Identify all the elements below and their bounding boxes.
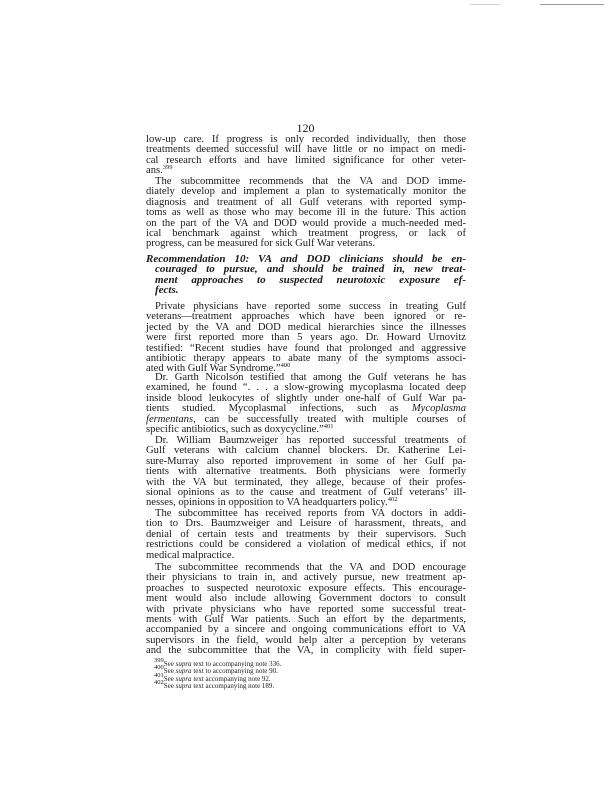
text-line: [146, 166, 466, 176]
text-line: with the VA but terminated, they allege, because of their profes-: [146, 476, 466, 488]
text-line: Gulf veterans with calcium channel blockers. Dr. Katherine Lei-: [146, 445, 466, 457]
text-line: ments with Gulf War patients. Such an effort by the departments,: [146, 613, 466, 625]
italic-text: Mycoplasma: [411, 403, 466, 415]
text-line: [146, 422, 466, 435]
text-line: fects.: [155, 284, 179, 297]
text-run: ans.: [146, 165, 163, 177]
footnote: [154, 679, 354, 691]
text-line: toms as well as those who may become ill in the future. This action: [146, 207, 466, 219]
text-line: on the part of the VA and DOD would provide a much-needed med-: [146, 217, 466, 229]
paragraph: [146, 177, 466, 250]
text-run: text to accompanying note 90.: [191, 667, 278, 676]
text-line: antibiotic therapy appears to abate many of the symptoms associ-: [146, 352, 466, 364]
text-line: diagnosis and treatment of all Gulf veterans with reported symp-: [146, 196, 466, 208]
footnote-ref: 399: [162, 164, 173, 172]
text-line: jected by the VA and DOD medical hierarchies since the illnesses: [146, 321, 466, 333]
paragraph: [146, 563, 466, 657]
text-line: tients with alternative treatments. Both physicians were formerly: [146, 466, 466, 478]
footnotes: [154, 657, 354, 691]
italic-text: supra: [175, 667, 192, 676]
text-line: with private physicians who have reported some successful treat-: [146, 603, 466, 615]
footnote-ref: 402: [154, 679, 164, 687]
text-line: ment approaches to suspected neurotoxic exposure ef-: [155, 273, 466, 286]
recommendation-heading: [146, 254, 466, 296]
text-line: cal research efforts and have limited significance for other veter-: [146, 154, 466, 166]
text-line: progress, can be measured for sick Gulf War veterans.: [146, 238, 375, 250]
text-line: Private physicians have reported some success in treating Gulf: [155, 301, 466, 312]
page-number: 120: [296, 121, 315, 135]
italic-text: fermentans: [146, 413, 194, 425]
footnote-ref: 401: [154, 671, 164, 679]
text-line: their physicians to train in, and actively pursue, new treatment ap-: [146, 572, 466, 584]
text-line: The subcommittee recommends that the VA and DOD encourage: [155, 562, 466, 573]
text-line: and the subcommittee that the VA, in complicity with field super-: [146, 645, 466, 657]
paragraph: [146, 436, 466, 509]
text-line: ment would also include allowing Government doctors to consult: [146, 593, 466, 605]
text-run: text to accompanying note 336.: [191, 660, 282, 668]
text-line: tion to Drs. Baumzweiger and Leisure of harassment, threats, and: [146, 518, 466, 530]
text-line: veterans—treatment approaches which have been ignored or re-: [146, 311, 466, 323]
text-run: See: [163, 667, 176, 676]
text-line: ical benchmark against which treatment progress, or lack of: [146, 227, 466, 239]
text-run: , can be successfully treated with multiple courses of: [193, 413, 466, 425]
footnote-ref: 401: [323, 422, 334, 430]
text-run: See: [163, 682, 176, 691]
text-line: medical malpractice.: [146, 549, 235, 561]
text-line: low-up care. If progress is only recorded individually, then those: [146, 134, 466, 145]
footnote-ref: 400: [280, 362, 291, 370]
footnote-ref: 402: [387, 496, 398, 504]
footnote-ref: 399: [154, 657, 164, 664]
paragraph: [146, 373, 466, 435]
text-line: were first reported more than 5 years ago. Dr. Howard Urnovitz: [146, 332, 466, 344]
paragraph: [146, 509, 466, 561]
italic-text: supra: [175, 674, 192, 683]
footnote-ref: 400: [154, 664, 164, 672]
text-line: inside blood leukocytes of slightly under one-half of Gulf War pa-: [146, 392, 466, 404]
text-run: ated with Gulf War Syndrome.”: [146, 363, 281, 375]
text-line: sure-Murray also reported improvement in some of her Gulf pa-: [146, 455, 466, 467]
text-line: accompanied by a sincere and ongoing communications effort to VA: [146, 624, 466, 636]
text-line: supervisors in the field, would help alter a perception by veterans: [146, 634, 466, 646]
text-line: proaches to suspected neurotoxic exposure effects. This encourage-: [146, 582, 466, 594]
text-line: The subcommittee recommends that the VA and DOD imme-: [155, 176, 466, 187]
paragraph: [146, 135, 466, 177]
text-line: testified: “Recent studies have found that prolonged and aggressive: [146, 342, 466, 354]
scan-edge-line: [540, 4, 604, 5]
text-run: See: [163, 660, 176, 668]
text-line: treatments deemed successful will have little or no impact on medi-: [146, 144, 466, 156]
text-line: denial of certain tests and treatments by their supervisors. Such: [146, 528, 466, 540]
text-run: specific antibiotics, such as doxycycline.”: [146, 423, 324, 435]
text-run: nesses, opinions in opposition to VA headquarters policy.: [146, 497, 388, 509]
text-line: The subcommittee has received reports from VA doctors in addi-: [155, 508, 466, 519]
text-run: See: [163, 674, 176, 683]
text-line: sional opinions as to the cause and treatment of Gulf veterans’ ill-: [146, 486, 466, 498]
scan-edge-line: [470, 4, 500, 5]
text-line: examined, he found “. . . a slow-growing mycoplasma located deep: [146, 382, 466, 394]
paragraph: [146, 302, 466, 375]
text-line: Recommendation 10: VA and DOD clinicians should be en-: [146, 253, 466, 265]
text-line: Dr. Garth Nicolson testified that among the Gulf veterans he has: [155, 372, 466, 383]
text-run: tients studied. Mycoplasmal infections, such as: [146, 403, 412, 415]
text-line: couraged to pursue, and should be trained in, new treat-: [155, 263, 466, 276]
text-line: Dr. William Baumzweiger has reported successful treatments of: [155, 435, 466, 446]
text-line: restrictions could be considered a violation of medical ethics, if not: [146, 539, 466, 551]
text-run: text accompanying note 92.: [191, 674, 271, 683]
italic-text: supra: [175, 660, 192, 668]
italic-text: supra: [175, 682, 192, 691]
text-run: text accompanying note 189.: [191, 682, 275, 691]
text-line: diately develop and implement a plan to systematically monitor the: [146, 186, 466, 198]
